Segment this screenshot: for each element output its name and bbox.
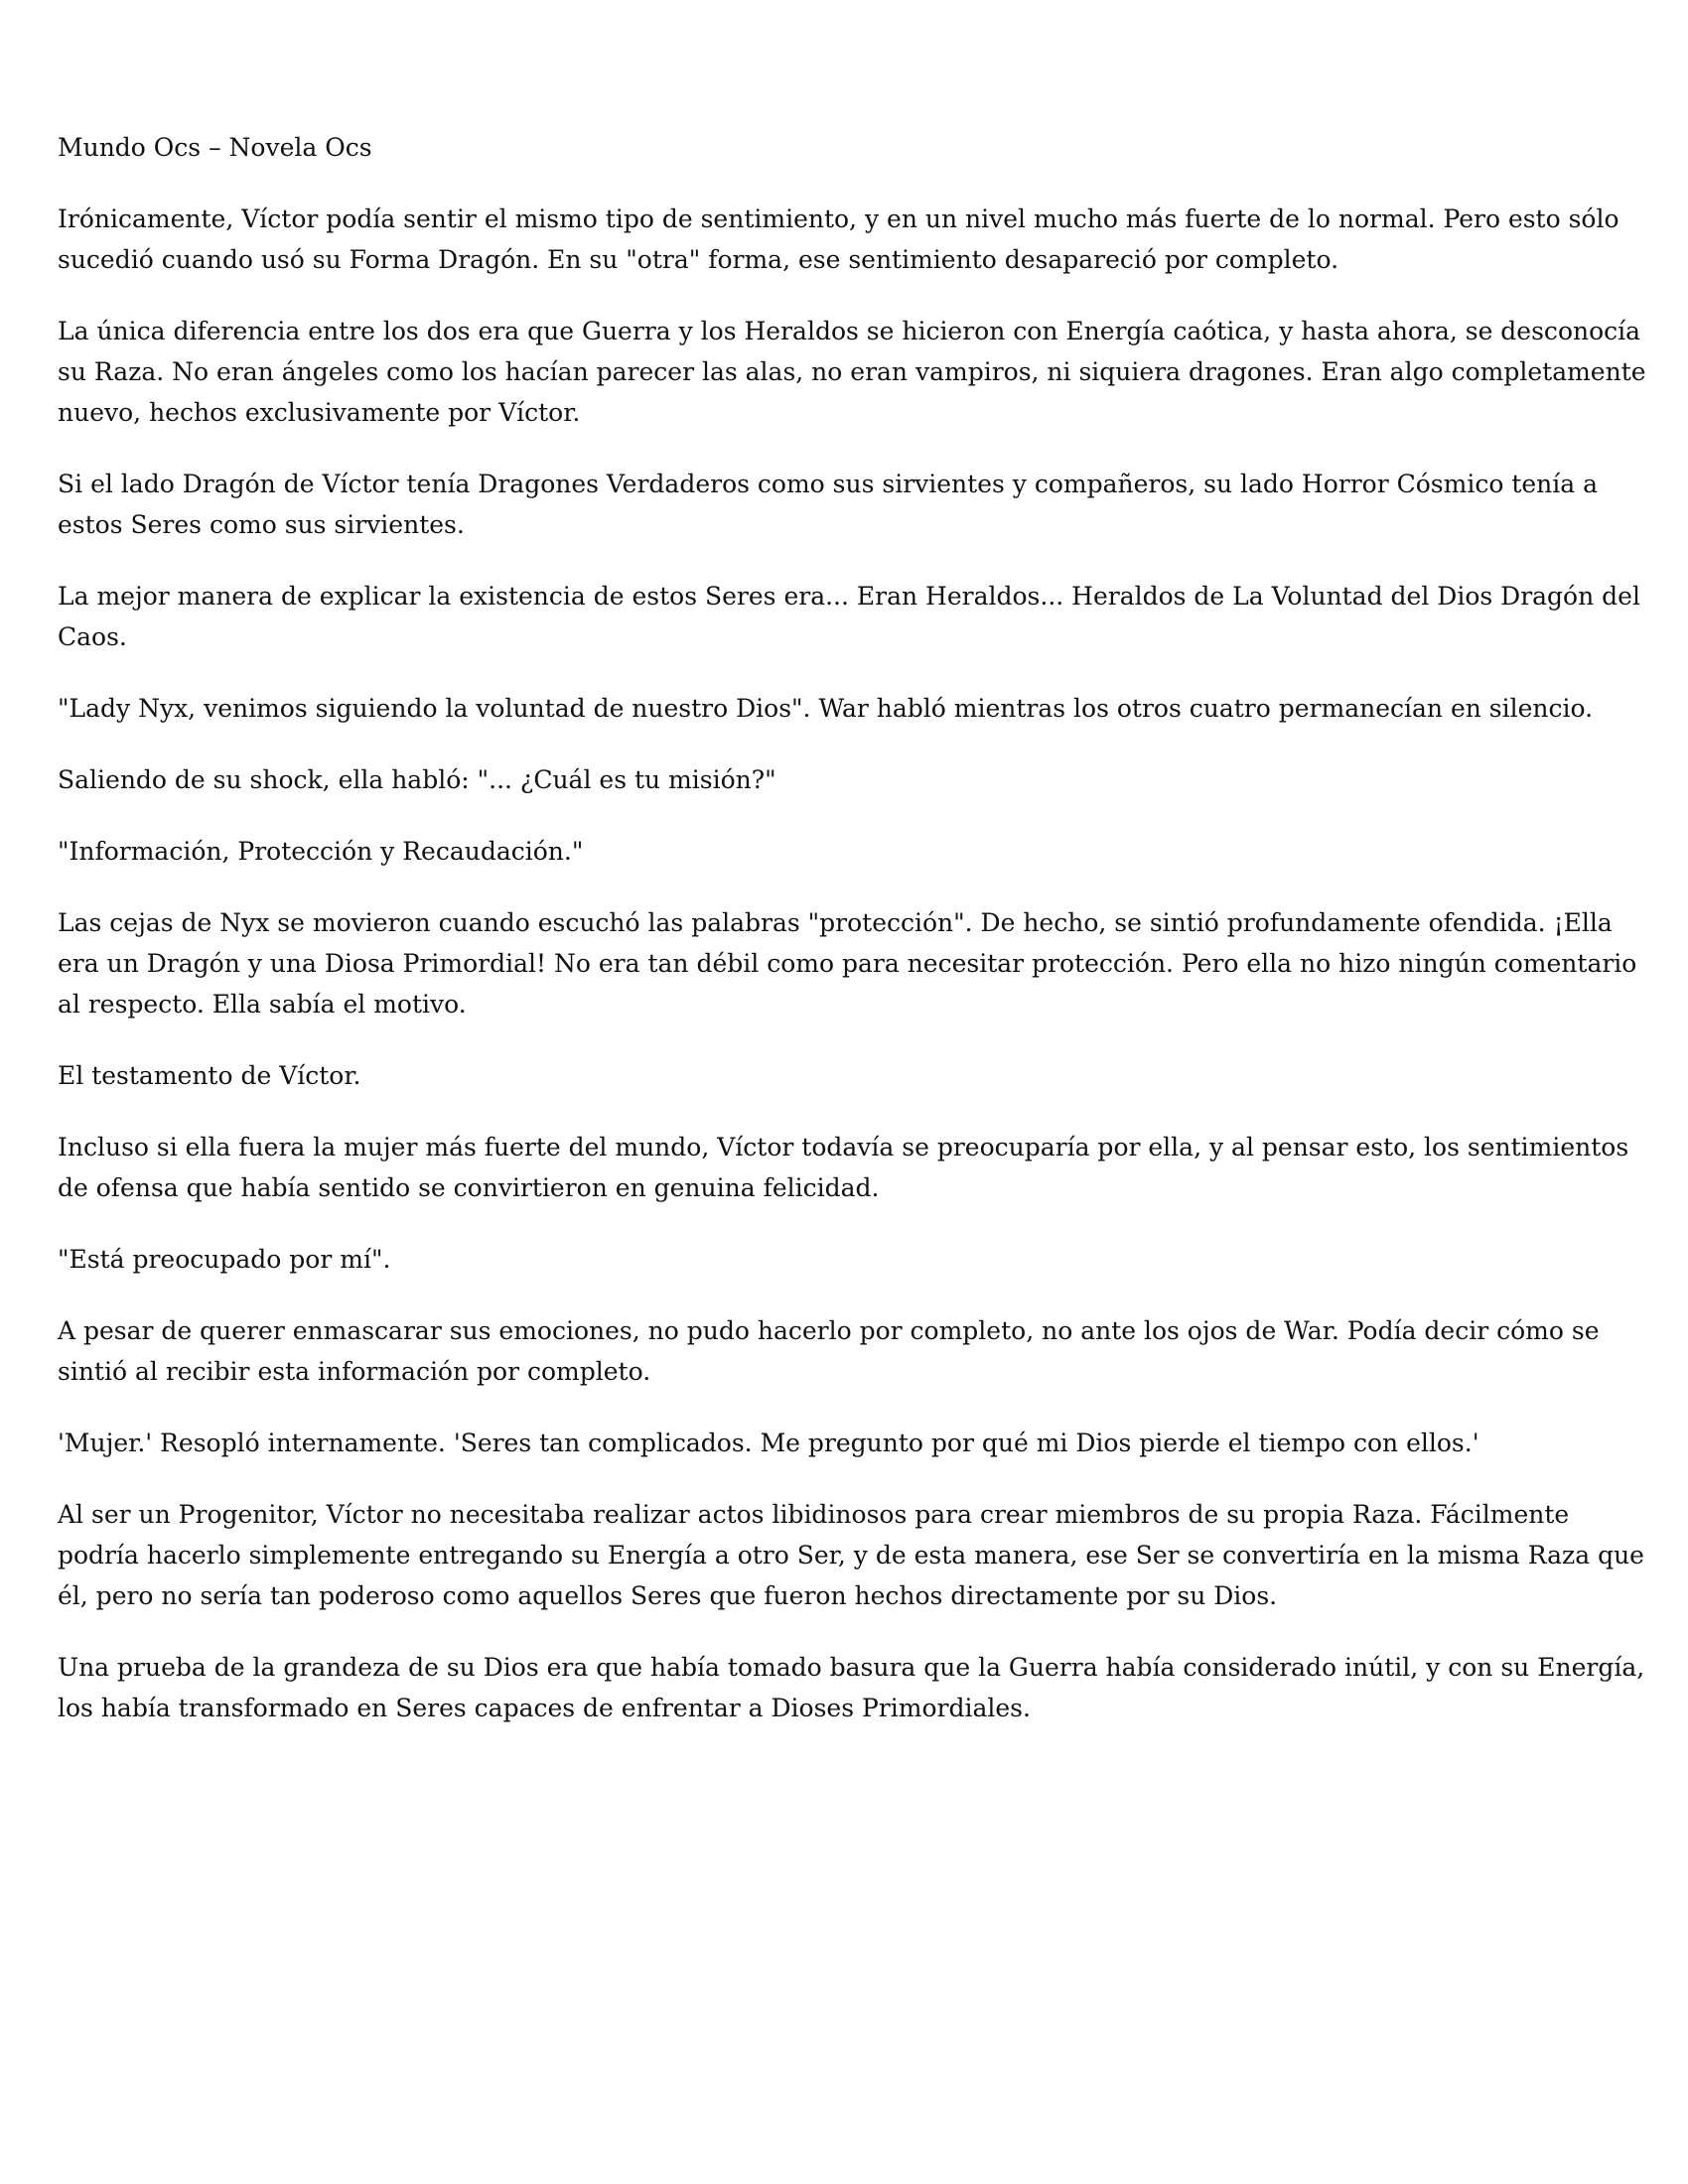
paragraph-5: "Lady Nyx, venimos siguiendo la voluntad de nuestro Dios". War habló mientras los otros cuatro permanecían en silencio. xyxy=(58,694,1594,723)
paragraph-14: Al ser un Progenitor, Víctor no necesitaba realizar actos libidinosos para crear miembros de su propia Raza. Fácilmente podría hacerlo simplemente entregando su Energía a otro Ser, y de esta manera, ese Ser se convertiría en la misma Raza que él, pero no sería tan poderoso como aquellos Seres que fueron hechos directamente por su Dios. xyxy=(58,1500,1644,1610)
paragraph-10: Incluso si ella fuera la mujer más fuerte del mundo, Víctor todavía se preocuparía por ella, y al pensar esto, los sentimientos de ofensa que había sentido se convirtieron en genuina felicidad. xyxy=(58,1133,1629,1202)
paragraph-1: Irónicamente, Víctor podía sentir el mismo tipo de sentimiento, y en un nivel mucho más fuerte de lo normal. Pero esto sólo sucedió cuando usó su Forma Dragón. En su "otra" forma, ese sentimiento desapareció por completo. xyxy=(58,205,1619,274)
paragraph-6: Saliendo de su shock, ella habló: "... ¿Cuál es tu misión?" xyxy=(58,765,776,794)
paragraph-9: El testamento de Víctor. xyxy=(58,1061,361,1090)
paragraph-2: La única diferencia entre los dos era que Guerra y los Heraldos se hicieron con Energía caótica, y hasta ahora, se desconocía su Raza. No eran ángeles como los hacían parecer las alas, no eran vampiros, ni siquiera dragones. Eran algo completamente nuevo, hechos exclusivamente por Víctor. xyxy=(58,317,1646,427)
paragraph-11: "Está preocupado por mí". xyxy=(58,1245,391,1274)
paragraph-13: 'Mujer.' Resopló internamente. 'Seres tan complicados. Me pregunto por qué mi Dios pierde el tiempo con ellos.' xyxy=(58,1429,1479,1457)
paragraph-4: La mejor manera de explicar la existencia de estos Seres era... Eran Heraldos... Heraldos de La Voluntad del Dios Dragón del Caos. xyxy=(58,582,1640,651)
paragraph-3: Si el lado Dragón de Víctor tenía Dragones Verdaderos como sus sirvientes y compañeros, su lado Horror Cósmico tenía a estos Seres como sus sirvientes. xyxy=(58,470,1599,539)
document-header: Mundo Ocs – Novela Ocs xyxy=(58,133,372,162)
paragraph-15: Una prueba de la grandeza de su Dios era que había tomado basura que la Guerra había considerado inútil, y con su Energía, los había transformado en Seres capaces de enfrentar a Dioses Primordiales. xyxy=(58,1653,1645,1722)
paragraph-7: "Información, Protección y Recaudación." xyxy=(58,837,584,866)
document-page xyxy=(58,127,1646,1759)
paragraph-12: A pesar de querer enmascarar sus emociones, no pudo hacerlo por completo, no ante los ojos de War. Podía decir cómo se sintió al recibir esta información por completo. xyxy=(58,1316,1600,1386)
paragraph-8: Las cejas de Nyx se movieron cuando escuchó las palabras "protección". De hecho, se sintió profundamente ofendida. ¡Ella era un Dragón y una Diosa Primordial! No era tan débil como para necesitar protección. Pero ella no hizo ningún comentario al respecto. Ella sabía el motivo. xyxy=(58,908,1637,1019)
